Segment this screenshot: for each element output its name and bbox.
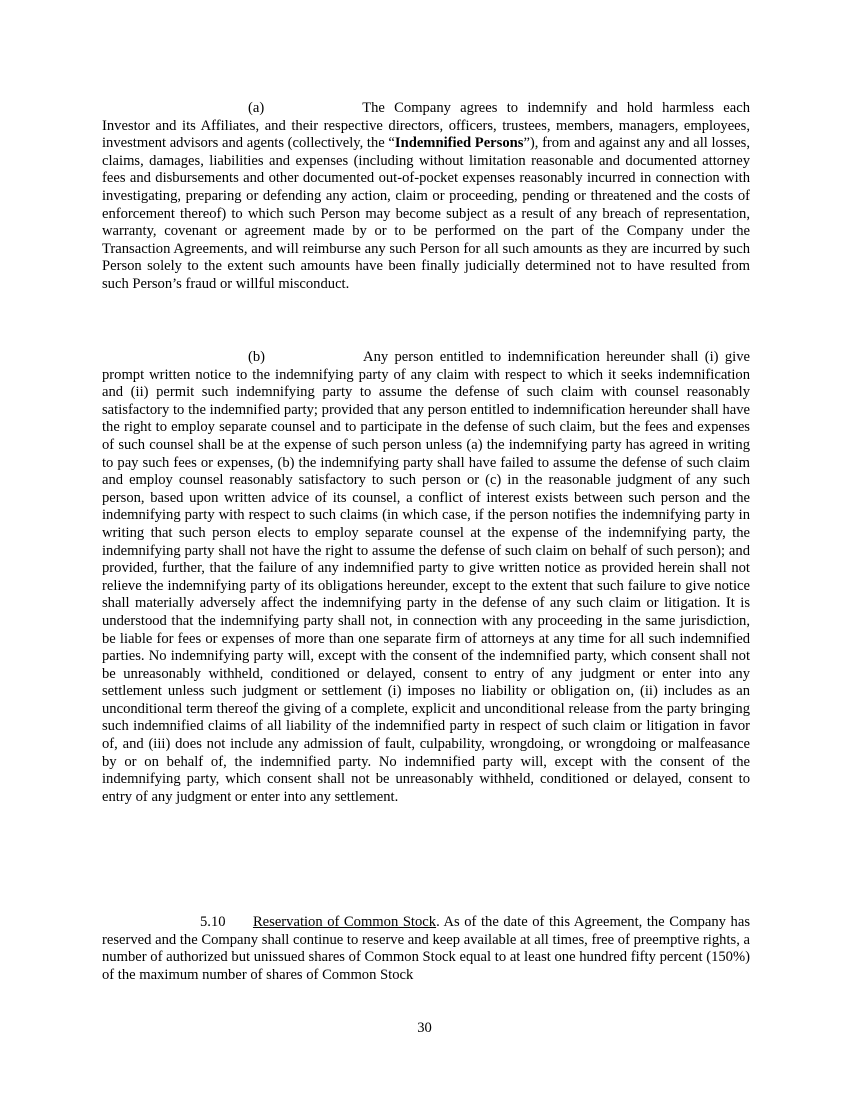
paragraph-b-label: (b) <box>248 349 266 365</box>
paragraph-b <box>102 349 750 806</box>
section-heading: Reservation of Common Stock <box>252 914 437 930</box>
paragraph-a-text-before: The Company agrees to indemnify and hold harmless each Investor and its Affiliates, and their respective directors, officers, trustees, members, managers, employees, investment advisors and agents (collectively, the “ <box>102 100 750 152</box>
defined-term-indemnified-persons: Indemnified Persons <box>394 135 524 152</box>
page-number: 30 <box>417 1020 432 1036</box>
section-text: . As of the date of this Agreement, the Company has reserved and the Company shall continue to reserve and keep available at all times, free of preemptive rights, a number of authorized but unissued shares of Common Stock equal to at least one hundred fifty percent (150%) of the maximum number of shares of Common Stock <box>102 914 750 983</box>
section-5-10 <box>102 914 750 984</box>
paragraph-a-label: (a) <box>248 100 265 116</box>
section-number: 5.10 <box>200 914 226 930</box>
paragraph-a <box>102 100 750 294</box>
paragraph-a-text-after: ”), from and against any and all losses, claims, damages, liabilities and expenses (including without limitation reasonable and documented attorney fees and disbursements and other documented out-of-pocket expenses reasonably incurred in connection with investigating, preparing or defending any action, claim or proceeding, pending or threatened and the costs of enforcement thereof) to which such Person may become subject as a result of any breach of representation, warranty, covenant or agreement made by or to be performed on the part of the Company under the Transaction Agreements, and will reimburse any such Person for all such amounts as they are incurred by such Person solely to the extent such amounts have been finally judicially determined not to have resulted from such Person’s fraud or willful misconduct. <box>102 135 751 292</box>
paragraph-b-text: Any person entitled to indemnification hereunder shall (i) give prompt written notice to the indemnifying party of any claim with respect to which it seeks indemnification and (ii) permit such indemnifying party to assume the defense of such claim with counsel reasonably satisfactory to the indemnified party; provided that any person entitled to indemnification hereunder shall have the right to employ separate counsel and to participate in the defense of such claim, but the fees and expenses of such counsel shall be at the expense of such person unless (a) the indemnifying party has agreed in writing to pay such fees or expenses, (b) the indemnifying party shall have failed to assume the defense of such claim and employ counsel reasonably satisfactory to such person or (c) in the reasonable judgment of any such person, based upon written advice of its counsel, a conflict of interest exists between such person and the indemnifying party with respect to such claims (in which case, if the person notifies the indemnifying party in writing that such person elects to employ separate counsel at the expense of the indemnifying party, the indemnifying party shall not have the right to assume the defense of such claim on behalf of such person); and provided, further, that the failure of any indemnified party to give written notice as provided herein shall not relieve the indemnifying party of its obligations hereunder, except to the extent that such failure to give notice shall materially adversely affect the indemnifying party in the defense of any such claim or litigation. It is understood that the indemnifying party shall not, in connection with any proceeding in the same jurisdiction, be liable for fees or expenses of more than one separate firm of attorneys at any time for all such indemnified parties. No indemnifying party will, except with the consent of the indemnified party, which consent shall not be unreasonably withheld, conditioned or delayed, consent to entry of any judgment or enter into any settlement unless such judgment or settlement (i) imposes no liability or obligation on, (ii) includes as an unconditional term thereof the giving of a complete, explicit and unconditional release from the party bringing such indemnified claims of all liability of the indemnified party in respect of such claim or litigation in favor of, and (iii) does not include any admission of fault, culpability, wrongdoing, or wrongdoing or malfeasance by or on behalf of, the indemnified party. No indemnified party will, except with the consent of the indemnifying party, which consent shall not be unreasonably withheld, conditioned or delayed, consent to entry of any judgment or enter into any settlement. <box>102 349 750 805</box>
